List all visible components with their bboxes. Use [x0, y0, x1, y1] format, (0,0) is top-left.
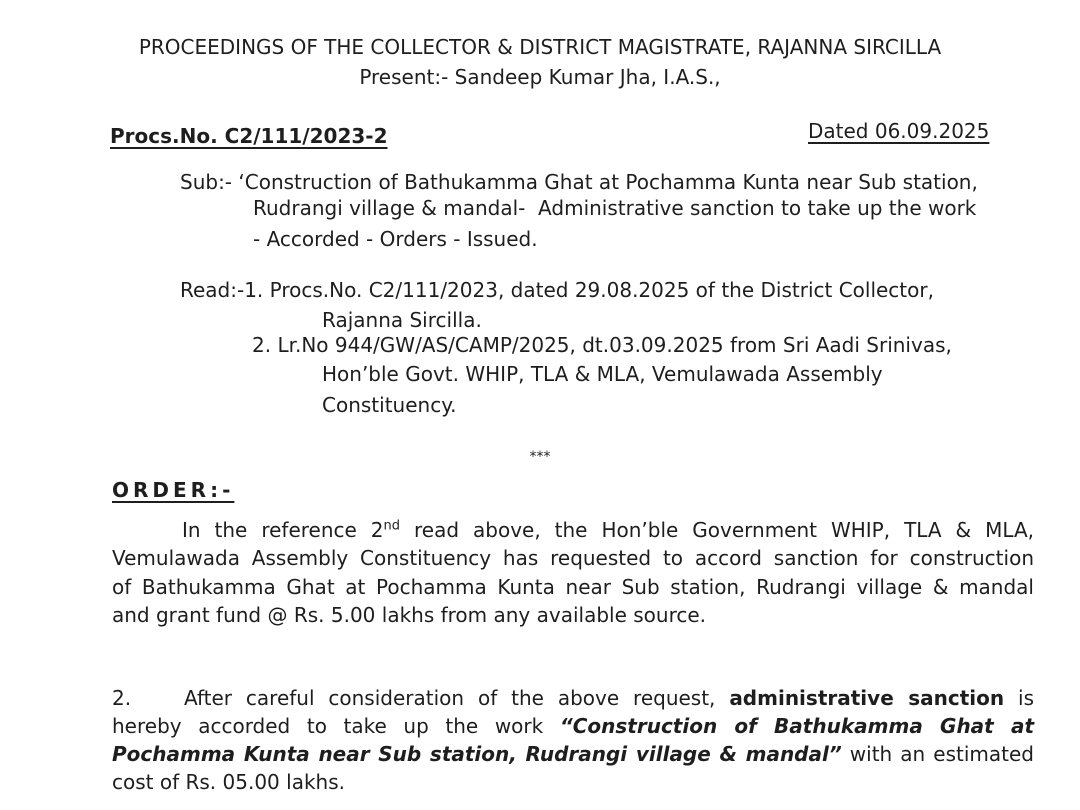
ordinal-superscript: nd: [383, 518, 401, 534]
subject-line-1: Sub:- ‘Construction of Bathukamma Ghat at Pochamma Kunta near Sub station,: [180, 170, 978, 194]
administrative-sanction-text: administrative sanction: [729, 686, 1005, 710]
para-2-text-a: After careful consideration of the above request,: [184, 686, 730, 710]
order-para-2-line-2: [112, 711, 1034, 741]
para-2-text-b: is: [1004, 686, 1034, 710]
para-1-text-a: In the reference 2: [182, 518, 384, 542]
subject-line-2: Rudrangi village & mandal- Administrative sanction to take up the work: [253, 196, 977, 220]
procs-number: Procs.No. C2/111/2023-2: [110, 124, 388, 148]
section-separator: ***: [529, 449, 551, 465]
work-name-part-1: “Construction of Bathukamma Ghat at: [559, 714, 1035, 738]
order-para-1-line-1: [112, 515, 1034, 545]
read-item-1-line-2: Rajanna Sircilla.: [322, 308, 482, 332]
subject-line-3: - Accorded - Orders - Issued.: [253, 227, 538, 251]
order-heading: ORDER:-: [112, 478, 235, 502]
order-para-2-line-1: [184, 683, 1034, 713]
read-item-2-line-2: Hon’ble Govt. WHIP, TLA & MLA, Vemulawada Assembly: [322, 362, 883, 386]
order-para-1-line-3: of Bathukamma Ghat at Pochamma Kunta near Sub station, Rudrangi village & mandal: [112, 575, 1034, 599]
work-name-part-2: Pochamma Kunta near Sub station, Rudrangi village & mandal”: [112, 742, 842, 766]
read-item-1-line-1: Read:-1. Procs.No. C2/111/2023, dated 29.08.2025 of the District Collector,: [180, 278, 934, 302]
read-item-2-line-1: 2. Lr.No 944/GW/AS/CAMP/2025, dt.03.09.2025 from Sri Aadi Srinivas,: [252, 333, 952, 357]
present-officer: Present:- Sandeep Kumar Jha, I.A.S.,: [359, 65, 721, 89]
order-para-1-line-2: Vemulawada Assembly Constituency has requested to accord sanction for construction: [112, 546, 1034, 570]
para-1-text-b: read above, the Hon’ble Government WHIP, TLA & MLA,: [400, 518, 1034, 542]
order-para-2-number: 2.: [112, 686, 132, 710]
proceedings-title: PROCEEDINGS OF THE COLLECTOR & DISTRICT MAGISTRATE, RAJANNA SIRCILLA: [138, 35, 942, 59]
para-2-line-2-text: hereby accorded to take up the work: [112, 714, 560, 738]
order-date: Dated 06.09.2025: [808, 119, 990, 143]
order-para-2-line-3: [112, 739, 1034, 769]
order-para-1-line-4: and grant fund @ Rs. 5.00 lakhs from any available source.: [112, 603, 707, 627]
order-para-2-line-4: cost of Rs. 05.00 lakhs.: [112, 770, 345, 794]
para-2-line-3-text: with an estimated: [841, 742, 1034, 766]
read-item-2-line-3: Constituency.: [322, 393, 457, 417]
